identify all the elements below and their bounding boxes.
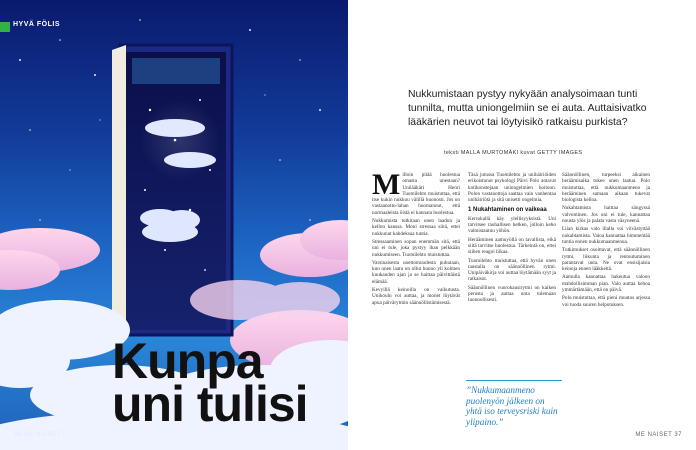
text-column-1 — [372, 168, 460, 308]
paragraph: Säännöllinen, turpeeksi aikainen heräämisaika tukee unen laatua. Polo muistuttaa, että nukkumaanmeno ja herääminen samaan aikaan tukevat biologista kelloa. — [562, 172, 650, 204]
paragraph: Säännöllinen vuorokausirytmi on kaiken perusta ja auttaa unta tulemaan luonnollisesti. — [468, 284, 556, 304]
subheading: 1 Nukahtaminen on vaikeaa — [468, 207, 547, 214]
paragraph: Nukkumista tutkitaan unen laadun ja kellon kanssa. Moni stressaa siitä, ettei nukkunut kahdeksaa tuntia. — [372, 218, 460, 237]
paragraph: Täsä jutussa Tuomilehto ja unihäiriöiden erikoistunut psykologi Päivi Polo antavat kotikonstejaan uniongelmien hoitoon. Polon vastanottoja saattaa vain vanhentaa unihäiriötä ja sitä unisetti ongelmia. — [468, 172, 556, 204]
title-line-2: uni tulisi — [112, 376, 308, 432]
text-column-3 — [562, 172, 650, 310]
right-page-article — [348, 0, 696, 450]
paragraph: Nukahtamista haittaa sängyssä valvominen. Jos uni ei tule, kannattaa nousta ylös ja palata vasta väsyneenä. — [562, 205, 650, 225]
article-title — [112, 333, 308, 432]
paragraph: Liian kirkas valo illalla voi viivästyttää nukahtamista. Valoa kannattaa himmentää tuntia ennen nukkumaanmenoa. — [562, 226, 650, 245]
pull-quote: ”Nukkumaanmeno puolenyön jälkeen on yhtä iso terveysriski kuin ylipaino.” — [466, 380, 562, 427]
paragraph: Kevyillä keinoilla on vaikutusta. Unikoulu voi auttaa, ja monet löytävät apua päivärytmin säännöllistämisestä. — [372, 287, 460, 306]
article-byline: teksti MALLA MURTOMÄKI kuvat GETTY IMAGES — [444, 150, 583, 156]
paragraph: Tuomilehto muistuttaa, että hyvän unen taustalla on säännöllinen rytmi. Unipäiväkirja voi auttaa löytämään syyt ja ratkaisut. — [468, 257, 557, 283]
text-column-2 — [468, 172, 556, 306]
title-line-1: Kunpa — [112, 333, 263, 389]
paragraph: Kerrokallä käy ylellisyyksistä. Uni tarvitsee rauhallisen hetken, jolloin keho valmistautuu yöhön. — [468, 215, 556, 235]
paragraph: Tutkimukset osoittavat, että säännöllinen rytmi, liikunta ja rentoutuminen parantavat unta. Ne ovat ensisijaisia keinoja ennen lääkkeitä. — [562, 247, 650, 273]
paragraph: Stressaaminen sopan enemmän sitä, että uni ei tule, joka pystyy ihan pelkkään nukkumiseen. Tuomilehto muistuttaa. — [372, 238, 460, 258]
page-folio-left: 36 ME NAISET — [14, 432, 61, 438]
paragraph: Polo muistuttaa, että pieni muutos arjessa voi tuoda suuren helpotuksen. — [562, 295, 650, 308]
drop-cap: M — [372, 168, 401, 201]
section-marker — [0, 22, 10, 32]
paragraph: illoin pitää huolestua omasta unestaan? Unilääkäri Henri Tuomilehto muistuttaa, että itse kukin nukkuu välillä huonosti. Jos on vastaanotto-lahan huomannut, että normaaleista öistä ei kannata huolestua. — [372, 172, 460, 216]
page-folio-right: ME NAISET 37 — [635, 432, 682, 438]
paragraph: Aamulla kannattaa hakeutua valoon mahdollisimman pian. Valo auttaa kehoa ymmärtämään, että on päivä. — [562, 274, 650, 294]
article-lead: Nukkumistaan pystyy nykyään analysoimaan tunti tunnilta, mutta uniongelmiin se ei auta. Auttaisivatko lääkärien neuvot tai löytyisikö ratkaisu purkista? — [408, 89, 647, 128]
paragraph: Herääminen aamuyöllä on tavallista, eikä siitä tarvitse huolestua. Tärkeintä on, ettei siihen reagoi liikaa. — [468, 236, 556, 256]
paragraph: Varsinaisesta unettomuudesta puhutaan, kun unen laatu on ollut huono yli kolmen kuukauden ajan ja se haittaa päivittäistä elämää. — [372, 259, 460, 285]
section-label: HYVÄ FÖLIS — [13, 21, 61, 28]
